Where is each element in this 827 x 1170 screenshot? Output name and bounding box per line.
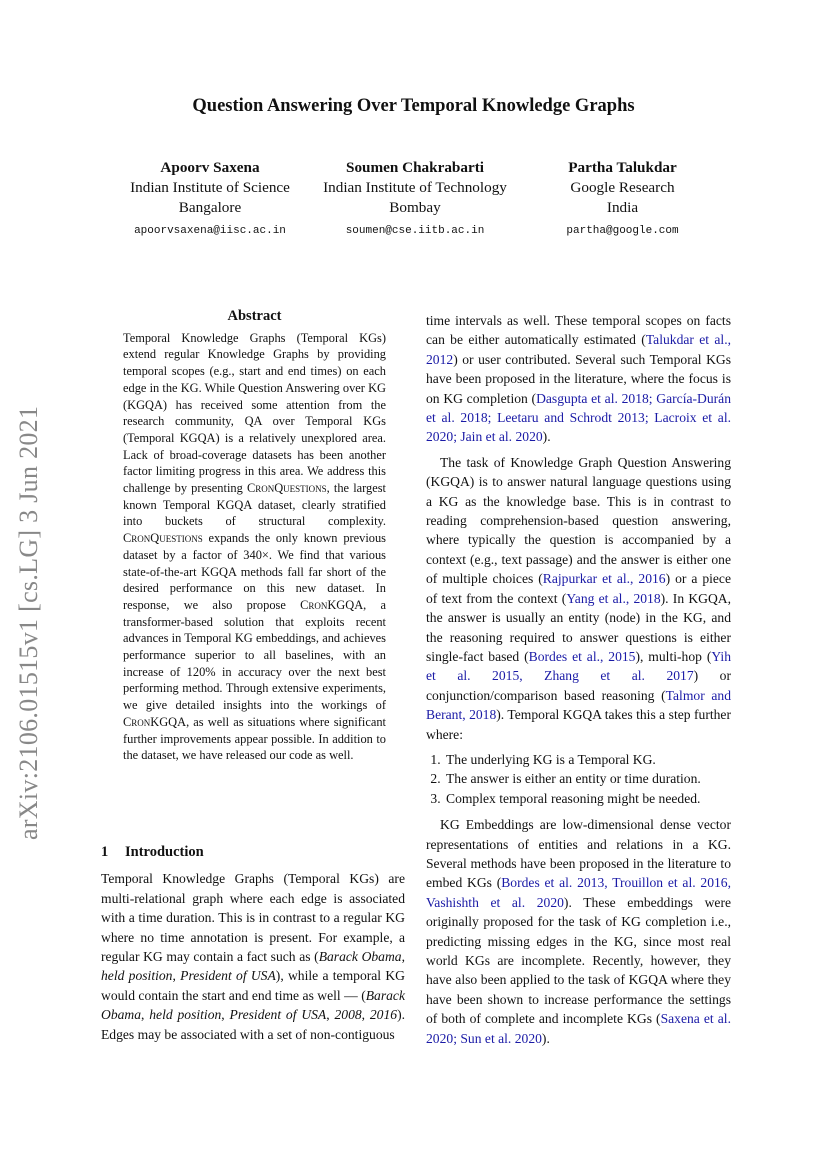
paragraph	[426, 311, 731, 447]
paragraph	[426, 815, 731, 1048]
author-name: Apoorv Saxena	[160, 159, 260, 176]
text-run: CronKGQA	[300, 597, 364, 612]
citation-link[interactable]: Dasgupta et al. 2018; García-Durán et al. 2018; Leetaru and Schrodt 2013; Lacroix et al. 2020; Jain et al. 2020	[426, 390, 732, 445]
text-run: ), multi-hop (	[635, 648, 712, 664]
text-run: held position	[149, 1007, 222, 1023]
text-run: ,	[326, 1007, 335, 1023]
paper-title: Question Answering Over Temporal Knowledge Graphs	[192, 96, 635, 116]
author-block	[540, 158, 705, 241]
text-run: Barack Obama	[318, 949, 402, 965]
right-column	[426, 311, 731, 1054]
text-run: , as well as situations where significant further improvements appear possible. In addition to the dataset, we have released our code as well.	[123, 714, 386, 763]
paragraph	[426, 453, 731, 744]
author-name: Soumen Chakrabarti	[346, 159, 484, 176]
text-run: ). In KGQA, the answer is usually an entity (node) in the KG, and the reasoning required to answer questions is either single-fact based (	[426, 590, 731, 664]
abstract	[123, 308, 386, 770]
list-item: 1. The underlying KG is a Temporal KG.	[444, 750, 731, 769]
text-run: CronKGQA	[123, 714, 187, 729]
text-run: Temporal Knowledge Graphs (Temporal KGs) are multi-relational graph where each edge is associated with a time duration. This is in contrast to a regular KG where no time annotation is present. For example, a regular KG may contain a fact such as (	[101, 871, 405, 965]
text-run: ,	[221, 1007, 230, 1023]
text-run: 2016	[369, 1007, 398, 1023]
list-item: 2. The answer is either an entity or time duration.	[444, 769, 731, 788]
text-run: KG Embeddings are low-dimensional dense vector representations of entities and relations in a KG. Several methods have been proposed in the literature to embed KGs (	[426, 817, 731, 891]
author-email: partha@google.com	[566, 225, 679, 237]
author-affiliation: Indian Institute of Technology	[323, 179, 507, 196]
section-heading	[101, 843, 405, 862]
citation-link[interactable]: Bordes et al. 2013, Trouillon et al. 2016, Vashishth et al. 2020	[426, 875, 731, 910]
author-block	[115, 158, 305, 241]
arxiv-identifier: arXiv:2106.01515v1 [cs.LG] 3 Jun 2021	[14, 405, 43, 840]
text-run: ) or conjunction/comparison based reasoning (	[426, 668, 732, 703]
list-item: 3. Complex temporal reasoning might be needed.	[444, 789, 731, 808]
text-run: , a transformer-based solution that exploits recent advances in Temporal KG embeddings, and achieves performance superior to all baselines, with an increase of 120% in accuracy over the next best performing method. Through extensive experiments, we give detailed insights into the workings of	[123, 597, 387, 713]
citation-link[interactable]: Rajpurkar et al., 2016	[542, 571, 666, 587]
citation-link[interactable]: Bordes et al., 2015	[528, 648, 636, 664]
text-run: ,	[141, 1007, 150, 1023]
paragraph	[101, 869, 405, 1044]
text-run: ) or a piece of text from the context (	[426, 571, 731, 606]
author-name: Partha Talukdar	[568, 159, 677, 176]
introduction-section	[101, 843, 405, 1050]
text-run: held position	[101, 968, 173, 984]
text-run: ,	[401, 949, 405, 965]
author-email: soumen@cse.iitb.ac.in	[345, 225, 485, 237]
text-run: ).	[542, 429, 551, 445]
author-affiliation: Google Research	[570, 179, 675, 196]
text-run: CronQuestions	[123, 531, 203, 546]
citation-link[interactable]: Yih et al. 2015, Zhang et al. 2017	[426, 648, 731, 684]
text-run: ) or user contributed. Several such Temporal KGs have been proposed in the literature, where the focus is on KG completion (	[426, 351, 731, 406]
text-run: ).	[541, 1030, 550, 1046]
citation-link[interactable]: Saxena et al. 2020; Sun et al. 2020	[426, 1011, 731, 1046]
author-location: Bombay	[389, 199, 441, 216]
text-run: ). Temporal KGQA takes this a step further where:	[426, 707, 731, 742]
author-location: India	[606, 199, 639, 216]
text-run: ), while a temporal KG would contain the start and end time as well — (	[101, 968, 405, 1003]
text-run: President of USA	[180, 968, 276, 984]
citation-link[interactable]: Talmor and Berant, 2018	[426, 687, 731, 723]
text-run: 2008	[334, 1007, 362, 1023]
text-run: President of USA	[229, 1007, 327, 1023]
author-location: Bangalore	[178, 199, 242, 216]
author-email: apoorvsaxena@iisc.ac.in	[134, 225, 286, 237]
text-run: time intervals as well. These temporal scopes on facts can be either automatically estimated (	[426, 313, 731, 348]
text-run: CronQuestions	[246, 481, 327, 496]
text-run: The task of Knowledge Graph Question Answering (KGQA) is to answer natural language questions using a KG as the knowledge base. This is in contrast to reading comprehension-based question answering, where typically the question is accompanied by a context (e.g., text passage) and the answer is either one of multiple choices (	[426, 454, 731, 587]
abstract-text	[123, 330, 386, 764]
citation-link[interactable]: Talukdar et al., 2012	[426, 332, 731, 367]
text-run: expands the only known previous dataset by a factor of 340×. We find that various state-of-the-art KGQA methods fall far short of the desired performance on this new dataset. In response, we also propose	[123, 531, 386, 612]
numbered-list	[426, 750, 731, 808]
author-affiliation: Indian Institute of Science	[130, 179, 290, 196]
section-number: 1	[101, 844, 109, 860]
author-block	[305, 158, 525, 241]
text-run: Barack Obama	[101, 987, 405, 1023]
citation-link[interactable]: Yang et al., 2018	[566, 590, 661, 606]
text-run: ,	[172, 968, 181, 984]
text-run: ). Edges may be associated with a set of non-contiguous	[101, 1007, 405, 1042]
text-run: , the largest known Temporal KGQA dataset, clearly stratified into buckets of structural complexity.	[123, 481, 386, 529]
text-run: ,	[361, 1007, 370, 1023]
section-title: Introduction	[125, 844, 204, 860]
text-run: ). These embeddings were originally proposed for the task of KG completion i.e., predicting missing edges in the KG, since most real world KGs are incomplete. Recently, however, they have also been applied to the task of KGQA where they have been shown to increase performance the settings of both of complete and incomplete KGs (	[426, 894, 731, 1027]
text-run: Temporal Knowledge Graphs (Temporal KGs) extend regular Knowledge Graphs by providing temporal scopes (e.g., start and end times) on each edge in the KG. While Question Answering over KG (KGQA) has received some attention from the research community, QA over Temporal KGs (Temporal KGQA) is a relatively unexplored area. Lack of broad-coverage datasets has been another factor limiting progress in this area. We address this challenge by presenting	[123, 330, 386, 496]
abstract-heading: Abstract	[227, 308, 282, 324]
